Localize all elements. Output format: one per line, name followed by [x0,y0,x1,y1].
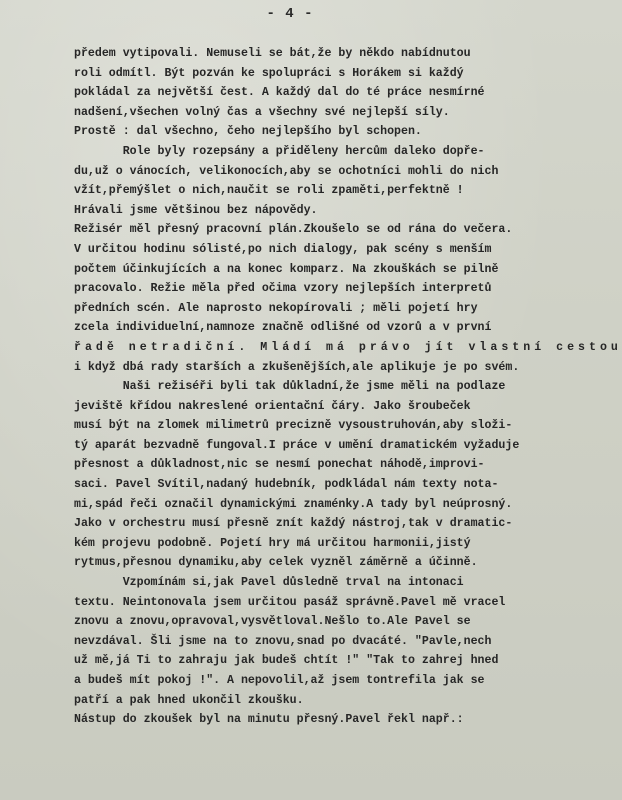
text-line: jeviště křídou nakreslené orientační čáry. Jako šroubeček [74,399,471,413]
text-line: nadšení,všechen volný čas a všechny své nejlepší síly. [74,105,450,119]
text-line: rytmus,přesnou dynamiku,aby celek vyzněl záměrně a účinně. [74,556,478,570]
text-line: předních scén. Ale naprosto nekopírovali ; měli pojetí hry [74,301,478,315]
text-line: Nástup do zkoušek byl na minutu přesný.Pavel řekl např.: [74,713,464,727]
text-line: pracovalo. Režie měla před očima vzory nejlepších interpretů [74,282,492,296]
text-line: předem vytipovali. Nemuseli se bát,že by někdo nabídnutou [74,47,471,60]
text-line: i když dbá rady starších a zkušenějších,ale aplikuje je po svém. [74,360,520,374]
text-line: vžít,přemýšlet o nich,naučit se roli zpaměti,perfektně ! [74,184,464,198]
text-line: tý aparát bezvadně fungoval.I práce v umění dramatickém vyžaduje [74,438,520,452]
text-line: musí být na zlomek milimetrů precizně vysoustruhován,aby složi- [74,419,513,433]
text-line: počtem účinkujících a na konec komparz. Na zkouškách se pilně [74,262,499,276]
text-line: textu. Neintonovala jsem určitou pasáž správně.Pavel mě vracel [74,595,506,609]
text-line: Režisér měl přesný pracovní plán.Zkoušelo se od rána do večera. [74,223,513,237]
text-line: Hrávali jsme většinou bez nápovědy. [74,203,318,217]
text-line: a budeš mít pokoj !". A nepovolil,až jsem tontrefila jak se [74,674,485,687]
text-line: zcela individuelní,namnoze značně odlišné od vzorů a v první [74,321,492,335]
text-line: řadě netradiční. Mládí má právo jít vlastní cestou [74,340,622,354]
text-line: kém projevu podobně. Pojetí hry má určitou harmonii,jistý [74,536,471,550]
text-line: pokládal za největší čest. A každý dal do té práce nesmírné [74,86,485,100]
text-line: nevzdával. Šli jsme na to znovu,snad po dvacáté. "Pavle,nech [74,634,492,648]
text-line: Prostě : dal všechno, čeho nejlepšího byl schopen. [74,125,422,139]
text-line: už mě,já Ti to zahraju jak budeš chtít !" "Tak to zahrej hned [74,654,499,668]
page-number: - 4 - [266,6,314,22]
text-line: Jako v orchestru musí přesně znít každý nástroj,tak v dramatic- [74,517,513,531]
text-line: Naši režiséři byli tak důkladní,že jsme měli na podlaze [74,380,506,394]
text-line: Vzpomínám si,jak Pavel důsledně trval na intonaci [74,576,464,590]
text-line: patří a pak hned ukončil zkoušku. [74,693,304,707]
text-line: znovu a znovu,opravoval,vysvětloval.Nešlo to.Ale Pavel se [74,615,471,629]
text-line: du,už o vánocích, velikonocích,aby se ochotníci mohli do nich [74,164,499,178]
text-line: přesnost a důkladnost,nic se nesmí ponechat náhodě,improvi- [74,458,485,472]
text-line: V určitou hodinu sólisté,po nich dialogy, pak scény s menším [74,242,492,256]
body-text [74,44,622,730]
text-line: mi,spád řeči označil dynamickými znaménky.A tady byl neúprosný. [74,497,513,511]
text-line: Role byly rozepsány a přiděleny hercům daleko dopře- [74,144,485,158]
text-line: roli odmítl. Být pozván ke spolupráci s Horákem si každý [74,66,464,80]
text-line: saci. Pavel Svítil,nadaný hudebník, podkládal nám texty nota- [74,478,499,492]
